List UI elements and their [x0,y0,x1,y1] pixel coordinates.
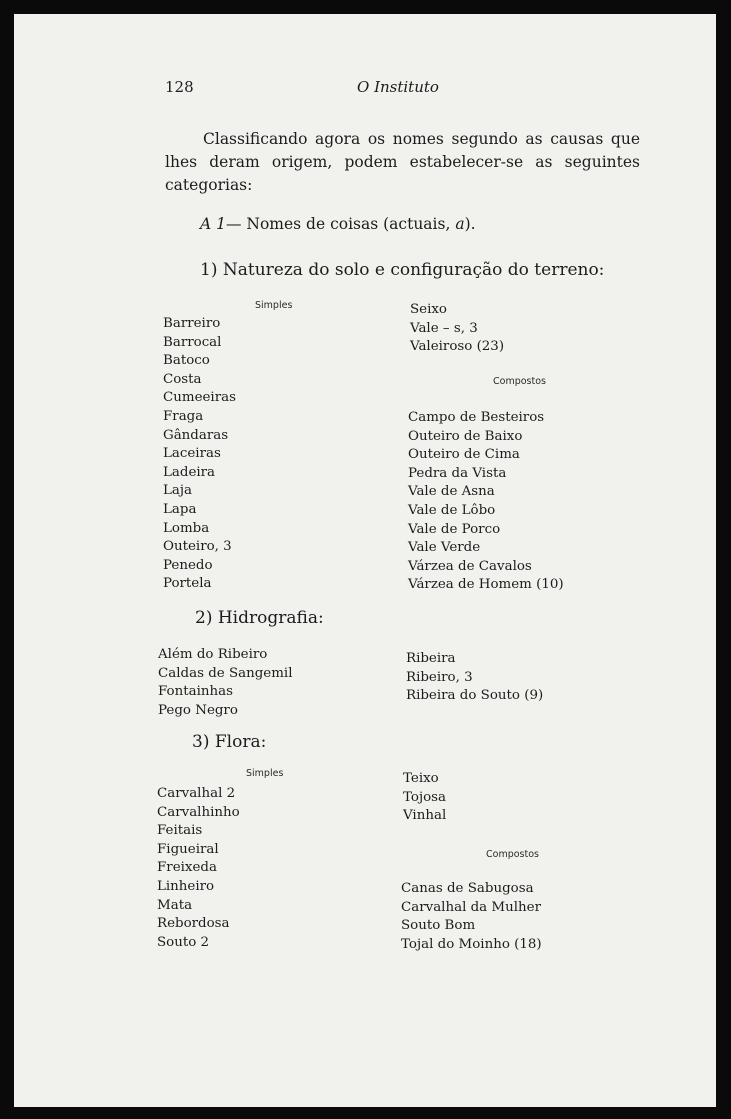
section1-right-compostos-list [408,409,564,595]
category-text: — Nomes de coisas (actuais, [225,215,456,233]
category-heading [200,215,476,233]
list-item: Carvalhal 2 [157,786,236,801]
section3-right-simples-list [403,770,446,826]
list-item: Souto 2 [157,934,210,950]
list-item: Pego Negro [158,702,238,718]
list-item: Barreiro [163,316,221,331]
list-item: Laceiras [163,446,221,462]
section3-simples-label: Simples [246,768,284,779]
list-item: Várzea de Homem (10) [408,577,564,593]
section2-right-list [406,650,543,706]
list-item: Outeiro, 3 [163,539,232,555]
section3-title: 3) Flora: [192,732,267,752]
category-end: ). [464,215,476,233]
list-item: Pedra da Vista [408,465,507,481]
list-item: Penedo [163,557,213,573]
list-item: Tojal do Moinho (18) [401,936,542,952]
section2-title: 2) Hidrografia: [195,608,324,628]
list-item: Tojosa [403,789,447,805]
list-item: Feitais [157,823,203,839]
list-item: Carvalhinho [157,804,240,820]
list-item: Fontainhas [158,684,233,700]
list-item: Várzea de Cavalos [408,558,532,574]
section1-right-simples-list [410,301,504,357]
list-item: Outeiro de Baixo [408,428,523,444]
list-item: Valeiroso (23) [410,339,505,355]
list-item: Campo de Besteiros [408,410,545,425]
section3-compostos-label: Compostos [486,849,539,860]
list-item: Costa [163,371,202,387]
list-item: Portela [163,576,212,592]
list-item: Gândaras [163,427,229,443]
list-item: Além do Ribeiro [158,647,268,662]
list-item: Barrocal [163,334,222,350]
list-item: Lomba [163,520,210,536]
section1-left-list [163,315,236,594]
section1-compostos-label: Compostos [493,376,546,387]
list-item: Figueiral [157,841,219,857]
list-item: Seixo [410,302,447,317]
list-item: Vale de Asna [408,484,495,500]
section2-left-list [158,646,293,720]
list-item: Freixeda [157,860,217,876]
list-item: Vinhal [403,808,447,824]
list-item: Ladeira [163,464,216,480]
category-label: A 1 [200,215,226,233]
list-item: Vale Verde [408,540,481,556]
list-item: Ribeira [406,651,456,666]
category-suffix: a [455,215,465,233]
running-title: O Instituto [357,78,439,96]
list-item: Souto Bom [401,918,476,934]
section1-title: 1) Natureza do solo e configuração do terreno: [200,260,605,280]
list-item: Outeiro de Cima [408,447,520,463]
list-item: Vale de Lôbo [408,502,496,518]
list-item: Vale – s, 3 [410,320,478,336]
list-item: Teixo [403,771,439,786]
list-item: Rebordosa [157,916,230,932]
section3-right-compostos-list [401,880,542,954]
list-item: Linheiro [157,878,215,894]
intro-paragraph [165,128,640,197]
list-item: Mata [157,897,193,913]
section3-left-list [157,785,240,952]
list-item: Ribeiro, 3 [406,669,473,685]
list-item: Canas de Sabugosa [401,881,534,896]
list-item: Vale de Porco [408,521,501,537]
list-item: Carvalhal da Mulher [401,899,541,915]
list-item: Laja [163,483,193,499]
list-item: Batoco [163,353,210,369]
page-number: 128 [165,78,194,96]
list-item: Fraga [163,408,204,424]
list-item: Caldas de Sangemil [158,665,293,681]
list-item: Ribeira do Souto (9) [406,688,544,704]
section1-simples-label: Simples [255,300,293,311]
intro-text: Classificando agora os nomes segundo as causas que lhes deram origem, podem estabelecer-se as seguintes categorias: [165,130,640,194]
list-item: Cumeeiras [163,390,236,406]
list-item: Lapa [163,501,197,517]
